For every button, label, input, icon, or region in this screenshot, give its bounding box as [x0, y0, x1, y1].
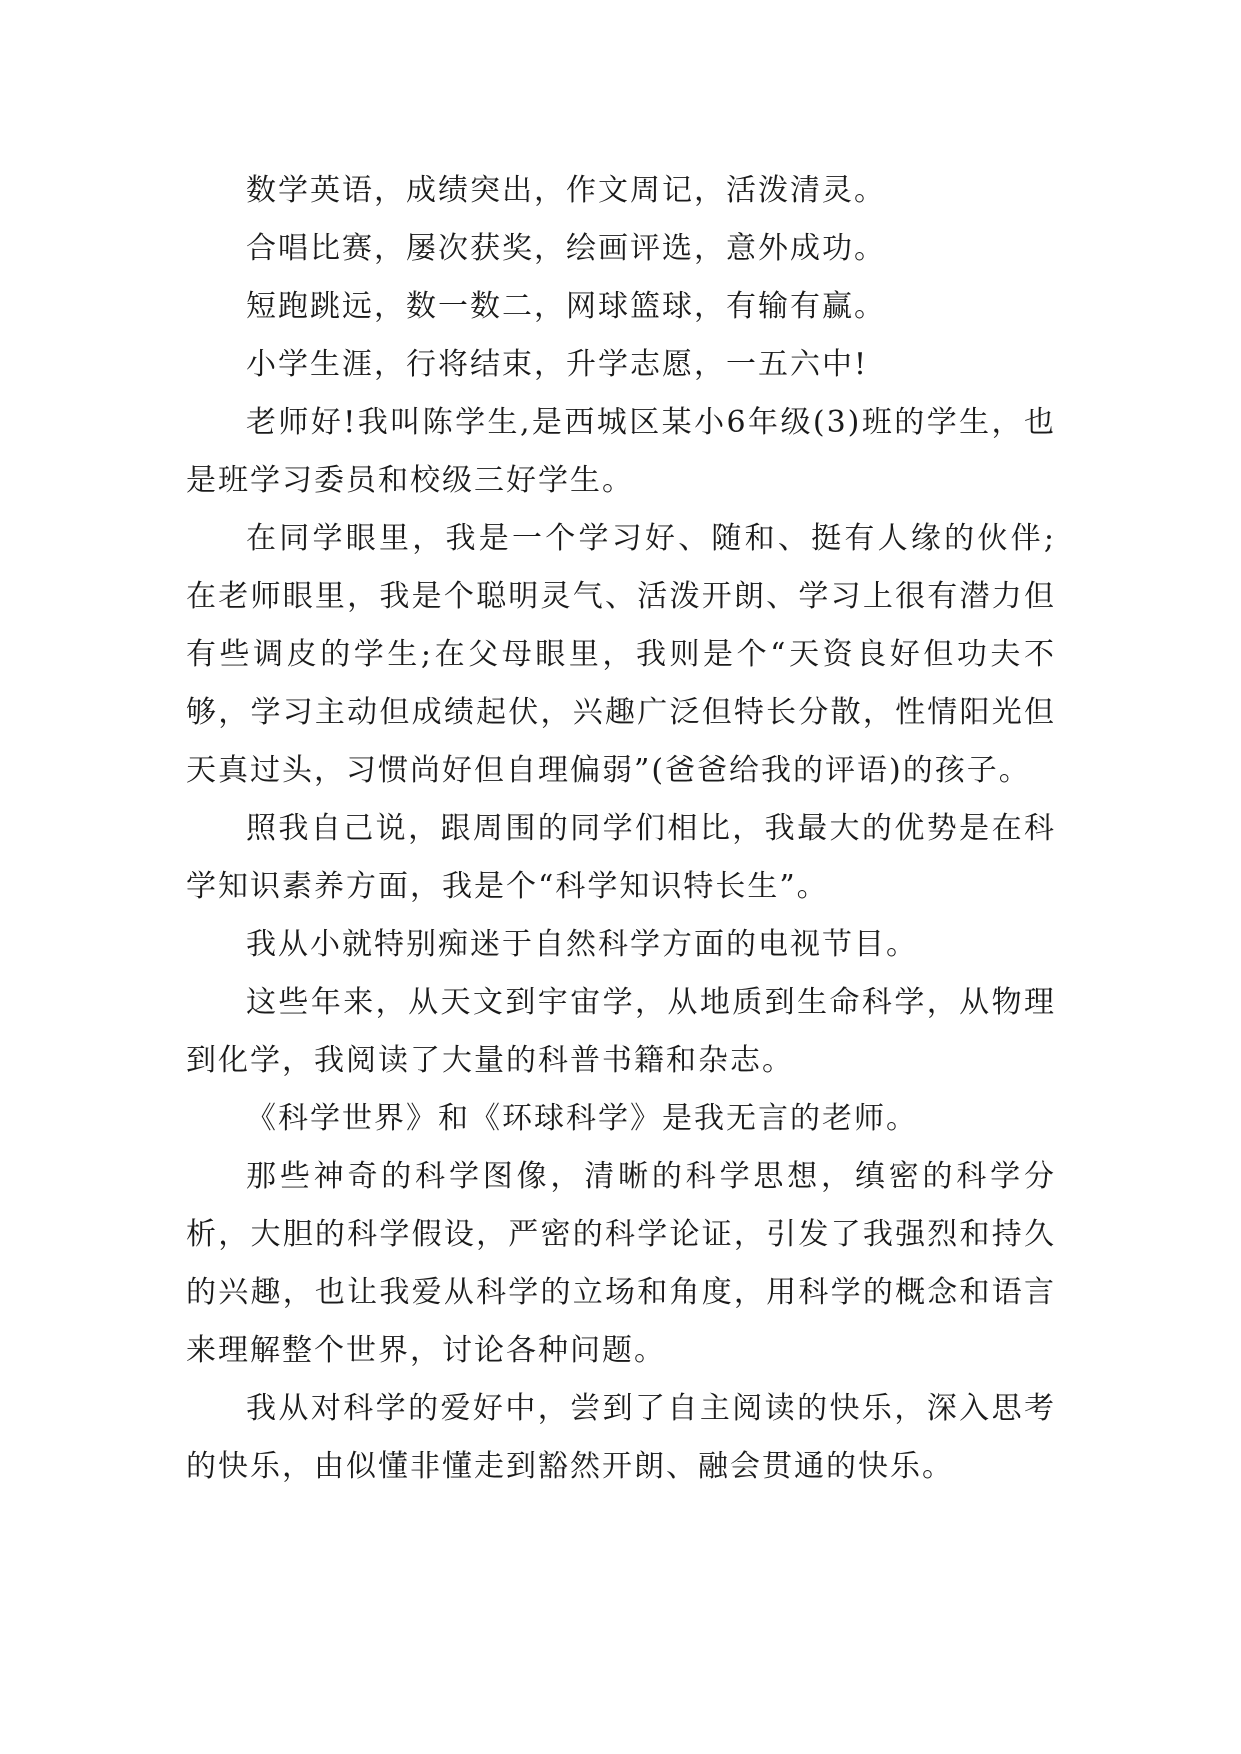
paragraph: 在同学眼里，我是一个学习好、随和、挺有人缘的伙伴;在老师眼里，我是个聪明灵气、活泼开朗、学习上很有潜力但有些调皮的学生;在父母眼里，我则是个“天资良好但功夫不够，学习主动但成绩起伏，兴趣广泛但特长分散，性情阳光但天真过头，习惯尚好但自理偏弱”(爸爸给我的评语)的孩子。: [186, 521, 1056, 788]
paragraph: 老师好!我叫陈学生,是西城区某小6年级(3)班的学生，也是班学习委员和校级三好学生。: [186, 405, 1056, 498]
paragraph: 这些年来，从天文到宇宙学，从地质到生命科学，从物理到化学，我阅读了大量的科普书籍和杂志。: [186, 985, 1056, 1078]
document-page: [186, 162, 1056, 1496]
paragraph: 数学英语，成绩突出，作文周记，活泼清灵。: [246, 173, 886, 208]
paragraph: 那些神奇的科学图像，清晰的科学思想，缜密的科学分析，大胆的科学假设，严密的科学论证，引发了我强烈和持久的兴趣，也让我爱从科学的立场和角度，用科学的概念和语言来理解整个世界，讨论各种问题。: [186, 1159, 1056, 1368]
paragraph: 合唱比赛，屡次获奖，绘画评选，意外成功。: [246, 231, 886, 266]
paragraph: 照我自己说，跟周围的同学们相比，我最大的优势是在科学知识素养方面，我是个“科学知识特长生”。: [186, 811, 1056, 904]
paragraph: 短跑跳远，数一数二，网球篮球，有输有赢。: [246, 289, 886, 324]
paragraph: 《科学世界》和《环球科学》是我无言的老师。: [246, 1101, 918, 1136]
paragraph: 我从对科学的爱好中，尝到了自主阅读的快乐，深入思考的快乐，由似懂非懂走到豁然开朗、融会贯通的快乐。: [186, 1391, 1056, 1484]
paragraph: 我从小就特别痴迷于自然科学方面的电视节目。: [246, 927, 918, 962]
paragraph: 小学生涯，行将结束，升学志愿，一五六中!: [246, 347, 869, 382]
